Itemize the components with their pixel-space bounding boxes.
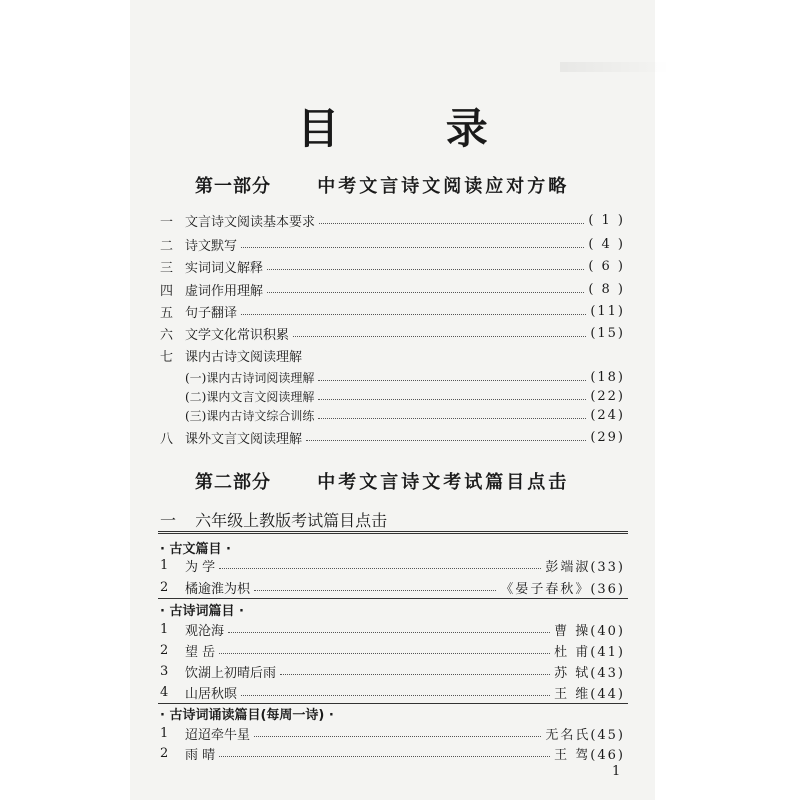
toc-row-num: 五 — [160, 305, 174, 321]
toc-row-text: (二)课内文言文阅读理解 — [185, 389, 315, 404]
toc-row-text: (三)课内古诗文综合训练 — [185, 408, 315, 423]
part2-heading — [195, 468, 635, 494]
leader-dots — [318, 418, 586, 419]
toc-row-page: 无名氏(45) — [545, 727, 625, 743]
toc-row-page: 王 维(44) — [554, 686, 625, 702]
page-title: 目 录 — [297, 104, 534, 153]
category-songdu: · 古诗词诵读篇目(每周一诗) · — [160, 708, 334, 723]
leader-dots — [254, 590, 496, 591]
toc-row-page: (22) — [590, 388, 625, 404]
book-page — [130, 0, 655, 800]
toc-row-page: (11) — [590, 303, 625, 319]
toc-row-text: 诗文默写 — [185, 238, 238, 254]
section-rule — [158, 531, 628, 534]
toc-row-text: 文言诗文阅读基本要求 — [185, 214, 316, 230]
leader-dots — [318, 380, 586, 381]
toc-row-page: 王 驾(46) — [554, 747, 625, 763]
toc-row-num: 二 — [160, 238, 174, 254]
toc-row-text: 望 岳 — [185, 644, 216, 660]
leader-dots — [241, 247, 584, 248]
toc-row-page: (15) — [590, 325, 625, 341]
toc-row-text: 雨 晴 — [185, 747, 216, 763]
category-rule — [158, 598, 628, 599]
leader-dots — [319, 223, 584, 224]
leader-dots — [228, 632, 550, 633]
toc-row-num: 1 — [160, 725, 169, 741]
toc-row — [160, 619, 625, 639]
toc-row — [160, 661, 625, 681]
toc-row-text: 文学文化常识积累 — [185, 327, 290, 343]
leader-dots — [241, 695, 550, 696]
toc-row-text: 迢迢牵牛星 — [185, 727, 251, 743]
toc-row-text: 课外文言文阅读理解 — [185, 431, 303, 447]
leader-dots — [318, 399, 586, 400]
toc-row-num: 八 — [160, 431, 174, 447]
toc-row — [160, 555, 625, 575]
leader-dots — [293, 336, 586, 337]
toc-row — [160, 640, 625, 660]
toc-row — [160, 279, 625, 299]
toc-row — [160, 723, 625, 743]
toc-row-num: 3 — [160, 663, 169, 679]
toc-row-text: (一)课内古诗词阅读理解 — [185, 370, 315, 385]
toc-row-page: 杜 甫(41) — [554, 644, 625, 660]
section-num: 一 — [160, 511, 177, 530]
leader-dots — [280, 674, 550, 675]
toc-row-page: 苏 轼(43) — [554, 665, 625, 681]
toc-row-page: ( 8 ) — [588, 281, 625, 297]
toc-row-text: 山居秋暝 — [185, 686, 238, 702]
toc-row-num: 2 — [160, 579, 169, 595]
toc-row — [160, 234, 625, 254]
toc-row-num: 2 — [160, 642, 169, 658]
toc-row-num: 2 — [160, 745, 169, 761]
page-smudge — [560, 62, 670, 72]
page-number: 1 — [612, 764, 621, 779]
leader-dots — [306, 440, 586, 441]
section-heading — [160, 508, 387, 531]
leader-dots — [254, 736, 541, 737]
toc-row-num: 4 — [160, 684, 169, 700]
toc-row-page: (29) — [590, 429, 625, 445]
toc-row-page: 《晏子春秋》(36) — [500, 581, 625, 597]
toc-row-page: (18) — [590, 369, 625, 385]
leader-dots — [267, 292, 584, 293]
toc-row — [160, 743, 625, 763]
part1-name: 第一部分 — [195, 176, 271, 197]
category-gushici: · 古诗词篇目 · — [160, 604, 244, 619]
leader-dots — [219, 568, 541, 569]
section-title: 六年级上教版考试篇目点击 — [195, 511, 388, 530]
toc-subrow — [160, 386, 625, 406]
toc-row-text: 虚词作用理解 — [185, 283, 264, 299]
toc-row-page: (24) — [590, 407, 625, 423]
toc-row-text: 句子翻译 — [185, 305, 238, 321]
part2-name: 第二部分 — [195, 472, 271, 493]
leader-dots — [219, 756, 550, 757]
toc-row-page: ( 4 ) — [588, 236, 625, 252]
part1-title: 中考文言诗文阅读应对方略 — [317, 176, 570, 197]
toc-row-text: 橘逾淮为枳 — [185, 581, 251, 597]
toc-row-text: 观沧海 — [185, 623, 225, 639]
toc-row-text: 课内古诗文阅读理解 — [185, 349, 303, 365]
toc-row — [160, 256, 625, 276]
toc-row — [160, 301, 625, 321]
toc-subrow — [160, 367, 625, 387]
toc-subrow — [160, 405, 625, 425]
toc-row-num: 四 — [160, 283, 174, 299]
toc-row-page: ( 6 ) — [588, 258, 625, 274]
toc-row-text: 实词词义解释 — [185, 260, 264, 276]
toc-row — [160, 323, 625, 343]
toc-row-page: 曹 操(40) — [554, 623, 625, 639]
toc-row-num: 七 — [160, 349, 174, 365]
toc-row — [160, 210, 625, 230]
toc-row — [160, 682, 625, 702]
toc-row — [160, 345, 625, 365]
toc-row-text: 为 学 — [185, 559, 216, 575]
toc-row-num: 1 — [160, 557, 169, 573]
toc-row-page: ( 1 ) — [588, 212, 625, 228]
leader-dots — [267, 269, 584, 270]
leader-dots — [219, 653, 550, 654]
toc-row — [160, 427, 625, 447]
toc-row-text: 饮湖上初晴后雨 — [185, 665, 277, 681]
toc-row-page: 彭端淑(33) — [545, 559, 625, 575]
category-guwen: · 古文篇目 · — [160, 542, 231, 557]
leader-dots — [241, 314, 586, 315]
toc-row-num: 一 — [160, 214, 174, 230]
toc-row-num: 1 — [160, 621, 169, 637]
toc-row — [160, 577, 625, 597]
toc-row-num: 三 — [160, 260, 174, 276]
part1-heading — [195, 172, 635, 198]
part2-title: 中考文言诗文考试篇目点击 — [317, 472, 570, 493]
toc-row-num: 六 — [160, 327, 174, 343]
